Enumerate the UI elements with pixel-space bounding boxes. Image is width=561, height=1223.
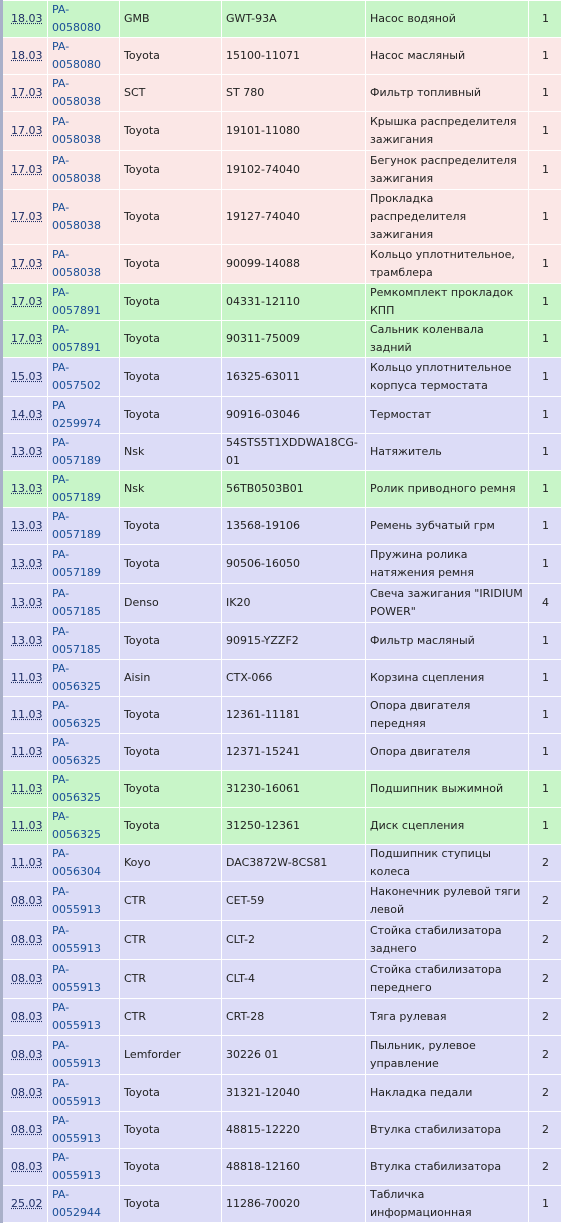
brand-cell: Toyota: [120, 697, 222, 734]
table-row: [2, 112, 561, 151]
document-number-link[interactable]: PA-0055913: [52, 1114, 101, 1145]
order-date-cell: [2, 697, 48, 734]
order-date-cell: [2, 471, 48, 508]
document-number-cell: [48, 623, 120, 660]
article-cell: 19101-11080: [222, 112, 366, 151]
brand-cell: Toyota: [120, 545, 222, 584]
document-number-link[interactable]: PA-0058080: [52, 3, 101, 34]
order-date-link[interactable]: 13.03: [11, 634, 43, 647]
table-row: [2, 190, 561, 245]
order-date-cell: [2, 623, 48, 660]
brand-cell: Aisin: [120, 660, 222, 697]
quantity-cell: 2: [529, 921, 561, 960]
table-row: [2, 999, 561, 1036]
document-number-cell: [48, 771, 120, 808]
brand-cell: GMB: [120, 1, 222, 38]
quantity-cell: 1: [529, 38, 561, 75]
document-number-cell: [48, 358, 120, 397]
document-number-link[interactable]: PA-0058038: [52, 248, 101, 279]
part-name-cell: Табличка информационная: [366, 1186, 529, 1223]
document-number-link[interactable]: PA-0057185: [52, 625, 101, 656]
quantity-cell: 1: [529, 545, 561, 584]
table-row: [2, 75, 561, 112]
quantity-cell: 1: [529, 771, 561, 808]
quantity-cell: 1: [529, 808, 561, 845]
order-date-cell: [2, 882, 48, 921]
brand-cell: CTR: [120, 882, 222, 921]
document-number-cell: [48, 1112, 120, 1149]
article-cell: 56TB0503B01: [222, 471, 366, 508]
order-date-link[interactable]: 17.03: [11, 124, 43, 137]
part-name-cell: Наконечник рулевой тяги левой: [366, 882, 529, 921]
part-name-cell: Бегунок распределителя зажигания: [366, 151, 529, 190]
table-row: [2, 1036, 561, 1075]
order-date-link[interactable]: 13.03: [11, 596, 43, 609]
document-number-cell: [48, 960, 120, 999]
orders-table-body: [2, 1, 561, 1223]
document-number-cell: [48, 882, 120, 921]
document-number-cell: [48, 734, 120, 771]
document-number-cell: [48, 434, 120, 471]
part-name-cell: Опора двигателя передняя: [366, 697, 529, 734]
order-date-cell: [2, 358, 48, 397]
table-row: [2, 434, 561, 471]
order-date-link[interactable]: 15.03: [11, 370, 43, 383]
quantity-cell: 1: [529, 471, 561, 508]
document-number-link[interactable]: PA-0058038: [52, 115, 101, 146]
table-row: [2, 921, 561, 960]
part-name-cell: Кольцо уплотнительное корпуса термостата: [366, 358, 529, 397]
quantity-cell: 1: [529, 151, 561, 190]
order-date-cell: [2, 960, 48, 999]
table-row: [2, 358, 561, 397]
article-cell: 90916-03046: [222, 397, 366, 434]
order-date-link[interactable]: 18.03: [11, 12, 43, 25]
document-number-link[interactable]: PA-0052944: [52, 1188, 101, 1219]
quantity-cell: 1: [529, 321, 561, 358]
document-number-link[interactable]: PA-0056325: [52, 773, 101, 804]
article-cell: 12361-11181: [222, 697, 366, 734]
article-cell: 04331-12110: [222, 284, 366, 321]
document-number-link[interactable]: PA-0058038: [52, 201, 101, 232]
table-row: [2, 1075, 561, 1112]
document-number-cell: [48, 1149, 120, 1186]
brand-cell: Toyota: [120, 38, 222, 75]
document-number-link[interactable]: PA-0056304: [52, 847, 101, 878]
article-cell: 48818-12160: [222, 1149, 366, 1186]
document-number-cell: [48, 112, 120, 151]
document-number-cell: [48, 1186, 120, 1223]
document-number-link[interactable]: PA-0055913: [52, 1039, 101, 1070]
order-date-cell: [2, 508, 48, 545]
quantity-cell: 1: [529, 190, 561, 245]
document-number-cell: [48, 397, 120, 434]
article-cell: CTX-066: [222, 660, 366, 697]
brand-cell: Toyota: [120, 1075, 222, 1112]
quantity-cell: 1: [529, 75, 561, 112]
article-cell: CRT-28: [222, 999, 366, 1036]
part-name-cell: Фильтр топливный: [366, 75, 529, 112]
document-number-link[interactable]: PA-0057891: [52, 323, 101, 354]
table-row: [2, 734, 561, 771]
order-date-link[interactable]: 11.03: [11, 745, 43, 758]
brand-cell: Toyota: [120, 1112, 222, 1149]
order-date-link[interactable]: 11.03: [11, 708, 43, 721]
order-date-link[interactable]: 08.03: [11, 894, 43, 907]
table-row: [2, 808, 561, 845]
document-number-cell: [48, 1075, 120, 1112]
brand-cell: Nsk: [120, 471, 222, 508]
part-name-cell: Термостат: [366, 397, 529, 434]
brand-cell: Toyota: [120, 358, 222, 397]
quantity-cell: 1: [529, 245, 561, 284]
brand-cell: Toyota: [120, 151, 222, 190]
quantity-cell: 1: [529, 112, 561, 151]
table-row: [2, 882, 561, 921]
document-number-link[interactable]: PA-0057891: [52, 286, 101, 317]
order-date-cell: [2, 1036, 48, 1075]
document-number-cell: [48, 999, 120, 1036]
document-number-link[interactable]: PA-0057189: [52, 436, 101, 467]
order-date-link[interactable]: 17.03: [11, 257, 43, 270]
document-number-link[interactable]: PA-0055913: [52, 1001, 101, 1032]
table-row: [2, 545, 561, 584]
order-date-link[interactable]: 08.03: [11, 1010, 43, 1023]
brand-cell: Toyota: [120, 245, 222, 284]
quantity-cell: 1: [529, 284, 561, 321]
document-number-link[interactable]: PA-0056325: [52, 810, 101, 841]
order-date-cell: [2, 321, 48, 358]
order-date-cell: [2, 845, 48, 882]
brand-cell: CTR: [120, 999, 222, 1036]
order-date-link[interactable]: 14.03: [11, 408, 43, 421]
table-row: [2, 38, 561, 75]
part-name-cell: Корзина сцепления: [366, 660, 529, 697]
part-name-cell: Подшипник ступицы колеса: [366, 845, 529, 882]
order-date-link[interactable]: 08.03: [11, 1048, 43, 1061]
table-row: [2, 245, 561, 284]
article-cell: 90506-16050: [222, 545, 366, 584]
order-date-link[interactable]: 13.03: [11, 519, 43, 532]
article-cell: CLT-2: [222, 921, 366, 960]
order-date-link[interactable]: 08.03: [11, 1123, 43, 1136]
quantity-cell: 2: [529, 960, 561, 999]
document-number-cell: [48, 1, 120, 38]
document-number-link[interactable]: PA 0259974: [52, 399, 101, 430]
order-date-cell: [2, 1149, 48, 1186]
part-name-cell: Опора двигателя: [366, 734, 529, 771]
order-date-cell: [2, 1112, 48, 1149]
document-number-link[interactable]: PA-0057189: [52, 548, 101, 579]
document-number-link[interactable]: PA-0058038: [52, 77, 101, 108]
document-number-cell: [48, 151, 120, 190]
table-row: [2, 508, 561, 545]
document-number-cell: [48, 697, 120, 734]
part-name-cell: Тяга рулевая: [366, 999, 529, 1036]
quantity-cell: 2: [529, 845, 561, 882]
document-number-link[interactable]: PA-0055913: [52, 924, 101, 955]
article-cell: 13568-19106: [222, 508, 366, 545]
document-number-cell: [48, 471, 120, 508]
table-row: [2, 397, 561, 434]
part-name-cell: Пружина ролика натяжения ремня: [366, 545, 529, 584]
quantity-cell: 1: [529, 734, 561, 771]
quantity-cell: 1: [529, 1, 561, 38]
part-name-cell: Натяжитель: [366, 434, 529, 471]
order-date-link[interactable]: 08.03: [11, 972, 43, 985]
brand-cell: Toyota: [120, 397, 222, 434]
order-date-link[interactable]: 11.03: [11, 782, 43, 795]
article-cell: IK20: [222, 584, 366, 623]
part-name-cell: Подшипник выжимной: [366, 771, 529, 808]
table-row: [2, 1186, 561, 1223]
order-date-cell: [2, 397, 48, 434]
quantity-cell: 1: [529, 397, 561, 434]
order-date-link[interactable]: 13.03: [11, 482, 43, 495]
part-name-cell: Сальник коленвала задний: [366, 321, 529, 358]
order-date-link[interactable]: 17.03: [11, 295, 43, 308]
table-row: [2, 845, 561, 882]
order-date-link[interactable]: 25.02: [11, 1197, 43, 1210]
document-number-link[interactable]: PA-0057502: [52, 361, 101, 392]
table-row: [2, 771, 561, 808]
order-date-link[interactable]: 17.03: [11, 332, 43, 345]
document-number-cell: [48, 190, 120, 245]
order-date-cell: [2, 808, 48, 845]
quantity-cell: 2: [529, 1149, 561, 1186]
table-row: [2, 321, 561, 358]
article-cell: 90915-YZZF2: [222, 623, 366, 660]
order-date-cell: [2, 1, 48, 38]
table-row: [2, 1, 561, 38]
article-cell: 19102-74040: [222, 151, 366, 190]
order-date-cell: [2, 545, 48, 584]
document-number-cell: [48, 284, 120, 321]
article-cell: 31321-12040: [222, 1075, 366, 1112]
brand-cell: Denso: [120, 584, 222, 623]
brand-cell: Toyota: [120, 808, 222, 845]
part-name-cell: Стойка стабилизатора переднего: [366, 960, 529, 999]
part-name-cell: Кольцо уплотнительное, трамблера: [366, 245, 529, 284]
quantity-cell: 1: [529, 1186, 561, 1223]
brand-cell: Toyota: [120, 1149, 222, 1186]
table-row: [2, 623, 561, 660]
document-number-cell: [48, 584, 120, 623]
document-number-link[interactable]: PA-0056325: [52, 699, 101, 730]
article-cell: CET-59: [222, 882, 366, 921]
table-row: [2, 1149, 561, 1186]
document-number-cell: [48, 845, 120, 882]
table-row: [2, 471, 561, 508]
order-date-link[interactable]: 08.03: [11, 1086, 43, 1099]
part-name-cell: Крышка распределителя зажигания: [366, 112, 529, 151]
brand-cell: Toyota: [120, 1186, 222, 1223]
part-name-cell: Ролик приводного ремня: [366, 471, 529, 508]
part-name-cell: Фильтр масляный: [366, 623, 529, 660]
document-number-cell: [48, 545, 120, 584]
part-name-cell: Накладка педали: [366, 1075, 529, 1112]
quantity-cell: 2: [529, 999, 561, 1036]
part-name-cell: Втулка стабилизатора: [366, 1149, 529, 1186]
article-cell: CLT-4: [222, 960, 366, 999]
article-cell: 54STS5T1XDDWA18CG-01: [222, 434, 366, 471]
quantity-cell: 1: [529, 358, 561, 397]
order-date-link[interactable]: 18.03: [11, 49, 43, 62]
table-row: [2, 284, 561, 321]
table-row: [2, 584, 561, 623]
document-number-link[interactable]: PA-0058080: [52, 40, 101, 71]
order-date-link[interactable]: 17.03: [11, 163, 43, 176]
document-number-cell: [48, 321, 120, 358]
part-name-cell: Пыльник, рулевое управление: [366, 1036, 529, 1075]
order-date-link[interactable]: 17.03: [11, 210, 43, 223]
document-number-cell: [48, 508, 120, 545]
order-date-cell: [2, 38, 48, 75]
table-row: [2, 660, 561, 697]
order-date-link[interactable]: 11.03: [11, 819, 43, 832]
table-row: [2, 151, 561, 190]
document-number-cell: [48, 808, 120, 845]
article-cell: 31250-12361: [222, 808, 366, 845]
order-date-cell: [2, 112, 48, 151]
article-cell: 19127-74040: [222, 190, 366, 245]
quantity-cell: 1: [529, 508, 561, 545]
brand-cell: CTR: [120, 921, 222, 960]
article-cell: 15100-11071: [222, 38, 366, 75]
document-number-link[interactable]: PA-0055913: [52, 963, 101, 994]
order-date-cell: [2, 190, 48, 245]
document-number-link[interactable]: PA-0055913: [52, 1077, 101, 1108]
brand-cell: Toyota: [120, 508, 222, 545]
brand-cell: SCT: [120, 75, 222, 112]
article-cell: 48815-12220: [222, 1112, 366, 1149]
part-name-cell: Свеча зажигания "IRIDIUM POWER": [366, 584, 529, 623]
order-date-cell: [2, 1075, 48, 1112]
document-number-cell: [48, 75, 120, 112]
article-cell: 30226 01: [222, 1036, 366, 1075]
order-date-cell: [2, 151, 48, 190]
quantity-cell: 2: [529, 1036, 561, 1075]
order-date-link[interactable]: 13.03: [11, 445, 43, 458]
part-name-cell: Ремкомплект прокладок КПП: [366, 284, 529, 321]
quantity-cell: 1: [529, 434, 561, 471]
order-date-cell: [2, 734, 48, 771]
order-date-cell: [2, 584, 48, 623]
brand-cell: Toyota: [120, 321, 222, 358]
part-name-cell: Насос водяной: [366, 1, 529, 38]
part-name-cell: Стойка стабилизатора заднего: [366, 921, 529, 960]
article-cell: 90311-75009: [222, 321, 366, 358]
document-number-link[interactable]: PA-0056325: [52, 736, 101, 767]
document-number-link[interactable]: PA-0056325: [52, 662, 101, 693]
document-number-link[interactable]: PA-0057189: [52, 473, 101, 504]
brand-cell: Toyota: [120, 112, 222, 151]
article-cell: 16325-63011: [222, 358, 366, 397]
document-number-link[interactable]: PA-0057189: [52, 510, 101, 541]
order-date-link[interactable]: 08.03: [11, 933, 43, 946]
part-name-cell: Втулка стабилизатора: [366, 1112, 529, 1149]
brand-cell: Toyota: [120, 771, 222, 808]
brand-cell: Toyota: [120, 734, 222, 771]
order-date-link[interactable]: 13.03: [11, 557, 43, 570]
order-date-link[interactable]: 17.03: [11, 86, 43, 99]
article-cell: DAC3872W-8CS81: [222, 845, 366, 882]
brand-cell: Nsk: [120, 434, 222, 471]
part-name-cell: Ремень зубчатый грм: [366, 508, 529, 545]
order-date-cell: [2, 999, 48, 1036]
brand-cell: CTR: [120, 960, 222, 999]
order-date-link[interactable]: 11.03: [11, 671, 43, 684]
order-date-cell: [2, 245, 48, 284]
table-row: [2, 697, 561, 734]
document-number-cell: [48, 1036, 120, 1075]
document-number-cell: [48, 245, 120, 284]
table-row: [2, 960, 561, 999]
quantity-cell: 2: [529, 1112, 561, 1149]
part-name-cell: Прокладка распределителя зажигания: [366, 190, 529, 245]
brand-cell: Toyota: [120, 623, 222, 660]
document-number-cell: [48, 660, 120, 697]
part-name-cell: Диск сцепления: [366, 808, 529, 845]
document-number-link[interactable]: PA-0055913: [52, 885, 101, 916]
order-date-cell: [2, 284, 48, 321]
order-date-cell: [2, 1186, 48, 1223]
order-date-cell: [2, 660, 48, 697]
brand-cell: Toyota: [120, 190, 222, 245]
order-date-cell: [2, 434, 48, 471]
brand-cell: Toyota: [120, 284, 222, 321]
document-number-link[interactable]: PA-0055913: [52, 1151, 101, 1182]
brand-cell: Lemforder: [120, 1036, 222, 1075]
order-date-cell: [2, 75, 48, 112]
document-number-link[interactable]: PA-0058038: [52, 154, 101, 185]
part-name-cell: Насос масляный: [366, 38, 529, 75]
article-cell: ST 780: [222, 75, 366, 112]
article-cell: 31230-16061: [222, 771, 366, 808]
article-cell: 90099-14088: [222, 245, 366, 284]
quantity-cell: 2: [529, 1075, 561, 1112]
brand-cell: Koyo: [120, 845, 222, 882]
table-row: [2, 1112, 561, 1149]
document-number-cell: [48, 38, 120, 75]
quantity-cell: 1: [529, 660, 561, 697]
document-number-link[interactable]: PA-0057185: [52, 587, 101, 618]
quantity-cell: 1: [529, 623, 561, 660]
quantity-cell: 2: [529, 882, 561, 921]
article-cell: GWT-93A: [222, 1, 366, 38]
article-cell: 12371-15241: [222, 734, 366, 771]
order-date-link[interactable]: 11.03: [11, 856, 43, 869]
quantity-cell: 4: [529, 584, 561, 623]
article-cell: 11286-70020: [222, 1186, 366, 1223]
order-date-cell: [2, 921, 48, 960]
quantity-cell: 1: [529, 697, 561, 734]
document-number-cell: [48, 921, 120, 960]
order-date-link[interactable]: 08.03: [11, 1160, 43, 1173]
order-date-cell: [2, 771, 48, 808]
